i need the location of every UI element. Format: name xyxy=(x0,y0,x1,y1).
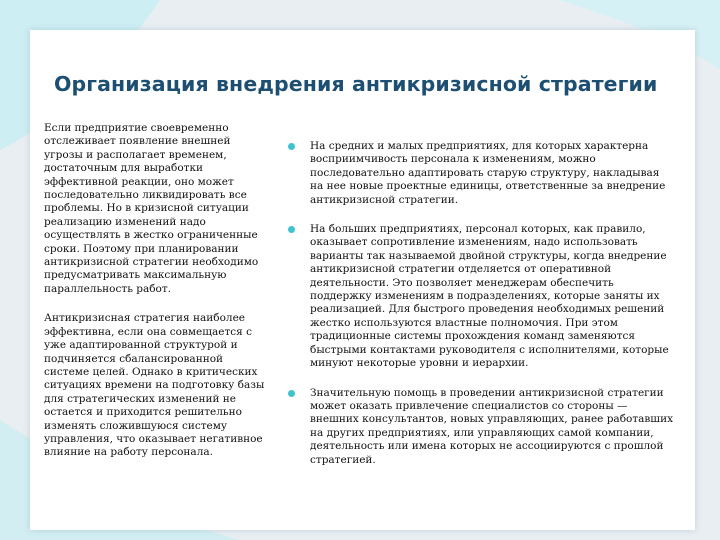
bullet-text: На больших предприятиях, персонал которых, как правило, оказывает сопротивление изменениям, надо использовать варианты так называемой двойной структуры, когда внедрение антикризисной стратегии отделяется от оперативной деятельности. Это позволяет менеджерам обеспечить поддержку изменениям в подразделениях, которые заняты их реализацией. Для быстрого проведения необходимых решений жестко используются властные полномочия. При этом традиционные системы прохождения команд заменяются быстрыми контактами руководителя с исполнителями, которые минуют некоторые уровни и иерархии. xyxy=(310,223,669,370)
bullet-text: На средних и малых предприятиях, для которых характерна восприимчивость персонала к изменениям, можно последовательно адаптировать старую структуру, накладывая на нее новые проектные единицы, ответственные за внедрение антикризисной стратегии. xyxy=(310,140,666,206)
bullet-text: Значительную помощь в проведении антикризисной стратегии может оказать привлечение специалистов со стороны — внешних консультантов, новых управляющих, ранее работавших на других предприятиях, или управляющих самой компании, деятельность или имена которых не ассоциируются с прошлой стратегией. xyxy=(310,386,673,466)
bullet-dot-icon xyxy=(288,226,295,233)
slide-title: Организация внедрения антикризисной стратегии xyxy=(54,72,658,96)
right-column xyxy=(288,140,673,483)
bullet-list xyxy=(288,140,673,467)
bullet-item xyxy=(288,140,673,207)
left-paragraph-1: Если предприятие своевременно отслеживает появление внешней угрозы и располагает временем, достаточным для выработки эффективной реакции, оно может последовательно ликвидировать все проблемы. Но в кризисной ситуации реализацию изменений надо осуществлять в жестко ограниченные сроки. Поэтому при планировании антикризисной стратегии необходимо предусматривать максимальную параллельность работ. xyxy=(44,122,259,295)
left-paragraph-2: Антикризисная стратегия наиболее эффективна, если она совмещается с уже адаптированной структурой и подчиняется сбалансированной системе целей. Однако в критических ситуациях времени на подготовку базы для стратегических изменений не остается и приходится решительно изменять сложившуюся систему управления, что оказывает негативное влияние на работу персонала. xyxy=(44,312,265,459)
bullet-item xyxy=(288,223,673,370)
bullet-dot-icon xyxy=(288,390,295,397)
bullet-dot-icon xyxy=(288,143,295,150)
bullet-item xyxy=(288,387,673,467)
left-column xyxy=(44,122,268,476)
